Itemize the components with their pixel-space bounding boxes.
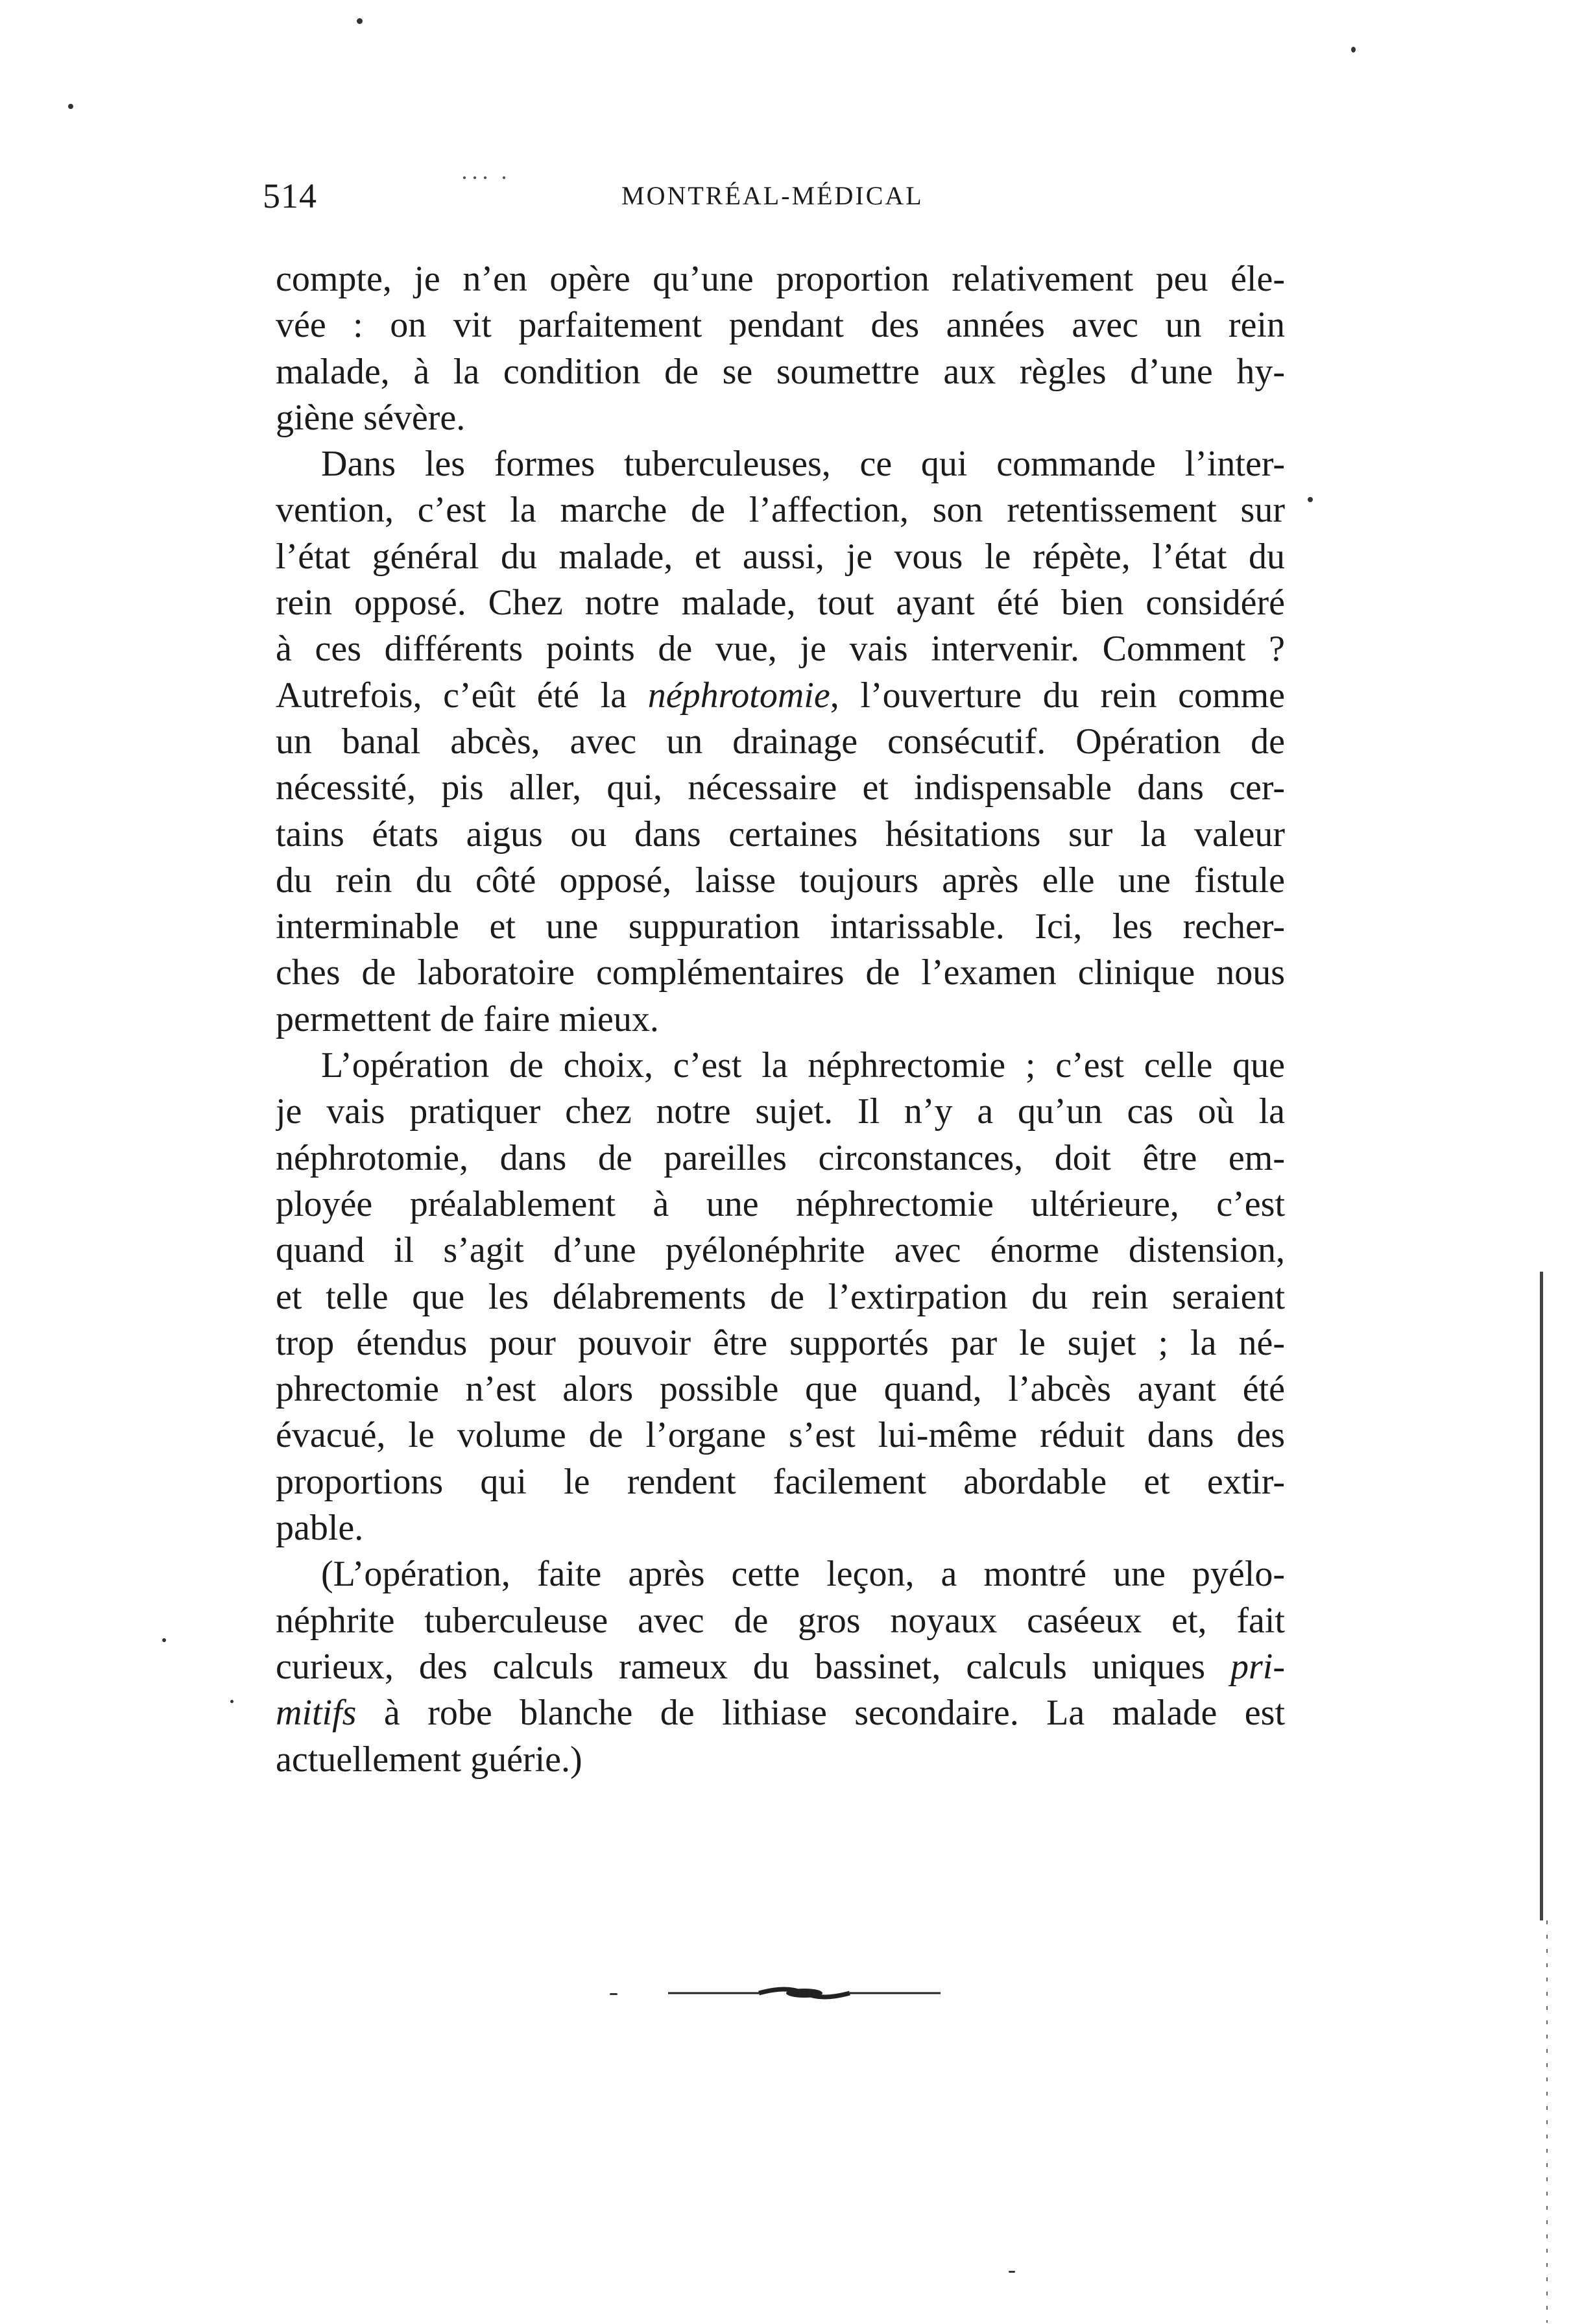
text-line: mitifs à robe blanche de lithiase secondaire. La malade est bbox=[276, 1693, 1285, 1734]
text-line: évacué, le volume de l’organe s’est lui-même réduit dans des bbox=[276, 1415, 1285, 1456]
text-line: permettent de faire mieux. bbox=[276, 999, 659, 1039]
text-line: du rein du côté opposé, laisse toujours après elle une fistule bbox=[276, 860, 1285, 901]
text-line: malade, à la condition de se soumettre aux règles d’une hy- bbox=[276, 351, 1285, 392]
scan-speck bbox=[230, 1700, 234, 1703]
tail-ornament bbox=[668, 1987, 941, 2000]
scan-speck bbox=[162, 1638, 166, 1642]
text-line: actuellement guérie.) bbox=[276, 1739, 582, 1780]
text-line: interminable et une suppuration intarissable. Ici, les recher- bbox=[276, 906, 1285, 947]
text-line: je vais pratiquer chez notre sujet. Il n’y a qu’un cas où la bbox=[276, 1091, 1285, 1132]
text-line: (L’opération, faite après cette leçon, a montré une pyélo- bbox=[321, 1554, 1285, 1595]
text-line: curieux, des calculs rameux du bassinet, calculs uniques pri- bbox=[276, 1646, 1285, 1687]
running-title: MONTRÉAL-MÉDICAL bbox=[621, 181, 924, 210]
text-line: l’état général du malade, et aussi, je vous le répète, l’état du bbox=[276, 536, 1285, 577]
text-line: proportions qui le rendent facilement abordable et extir- bbox=[276, 1461, 1285, 1502]
text-line: à ces différents points de vue, je vais intervenir. Comment ? bbox=[276, 629, 1285, 670]
page-header bbox=[263, 165, 1275, 222]
paragraph bbox=[276, 1551, 1285, 1782]
text-line: quand il s’agit d’une pyélonéphrite avec énorme distension, bbox=[276, 1230, 1285, 1271]
text-line: et telle que les délabrements de l’extirpation du rein seraient bbox=[276, 1276, 1285, 1317]
text-line: trop étendus pour pouvoir être supportés par le sujet ; la né- bbox=[276, 1322, 1285, 1363]
scan-speck bbox=[610, 1993, 618, 1995]
text-line: un banal abcès, avec un drainage consécutif. Opération de bbox=[276, 721, 1285, 762]
text-line: ployée préalablement à une néphrectomie ultérieure, c’est bbox=[276, 1183, 1285, 1224]
scan-speck bbox=[357, 18, 363, 24]
italic-term: néphrotomie bbox=[647, 675, 830, 716]
paragraph bbox=[276, 441, 1285, 1043]
body-text bbox=[276, 256, 1285, 1783]
page-number: 514 bbox=[263, 176, 317, 215]
text-line: néphrite tuberculeuse avec de gros noyaux caséeux et, fait bbox=[276, 1600, 1285, 1641]
text-line: phrectomie n’est alors possible que quand, l’abcès ayant été bbox=[276, 1369, 1285, 1410]
scan-edge-line-faint bbox=[1546, 1920, 1548, 2323]
italic-term: mitifs bbox=[276, 1693, 357, 1734]
text-line: vée : on vit parfaitement pendant des années avec un rein bbox=[276, 305, 1285, 346]
text-line: L’opération de choix, c’est la néphrectomie ; c’est celle que bbox=[321, 1045, 1285, 1086]
text-line: ches de laboratoire complémentaires de l’examen clinique nous bbox=[276, 952, 1285, 993]
paragraph bbox=[276, 1043, 1285, 1551]
text-line: Dans les formes tuberculeuses, ce qui commande l’inter- bbox=[321, 444, 1285, 485]
scan-speck bbox=[1308, 497, 1313, 502]
text-line: néphrotomie, dans de pareilles circonstances, doit être em- bbox=[276, 1137, 1285, 1178]
text-line: compte, je n’en opère qu’une proportion relativement peu éle- bbox=[276, 259, 1285, 299]
text-line: pable. bbox=[276, 1508, 364, 1549]
italic-term: pri- bbox=[1230, 1646, 1285, 1687]
text-line: tains états aigus ou dans certaines hésitations sur la valeur bbox=[276, 814, 1285, 854]
text-line: nécessité, pis aller, qui, nécessaire et indispensable dans cer- bbox=[276, 768, 1285, 808]
scan-speck bbox=[68, 104, 73, 109]
scan-speck bbox=[1351, 47, 1356, 53]
text-line: rein opposé. Chez notre malade, tout ayant été bien considéré bbox=[276, 583, 1285, 623]
text-line: Autrefois, c’eût été la néphrotomie, l’ouverture du rein comme bbox=[276, 675, 1285, 716]
scan-speck bbox=[1009, 2271, 1015, 2273]
scan-edge-line bbox=[1540, 1272, 1543, 1920]
header-ornament: ··· · bbox=[461, 165, 510, 191]
text-line: giène sévère. bbox=[276, 397, 466, 438]
paragraph bbox=[276, 256, 1285, 441]
text-line: vention, c’est la marche de l’affection, son retentissement sur bbox=[276, 490, 1285, 531]
